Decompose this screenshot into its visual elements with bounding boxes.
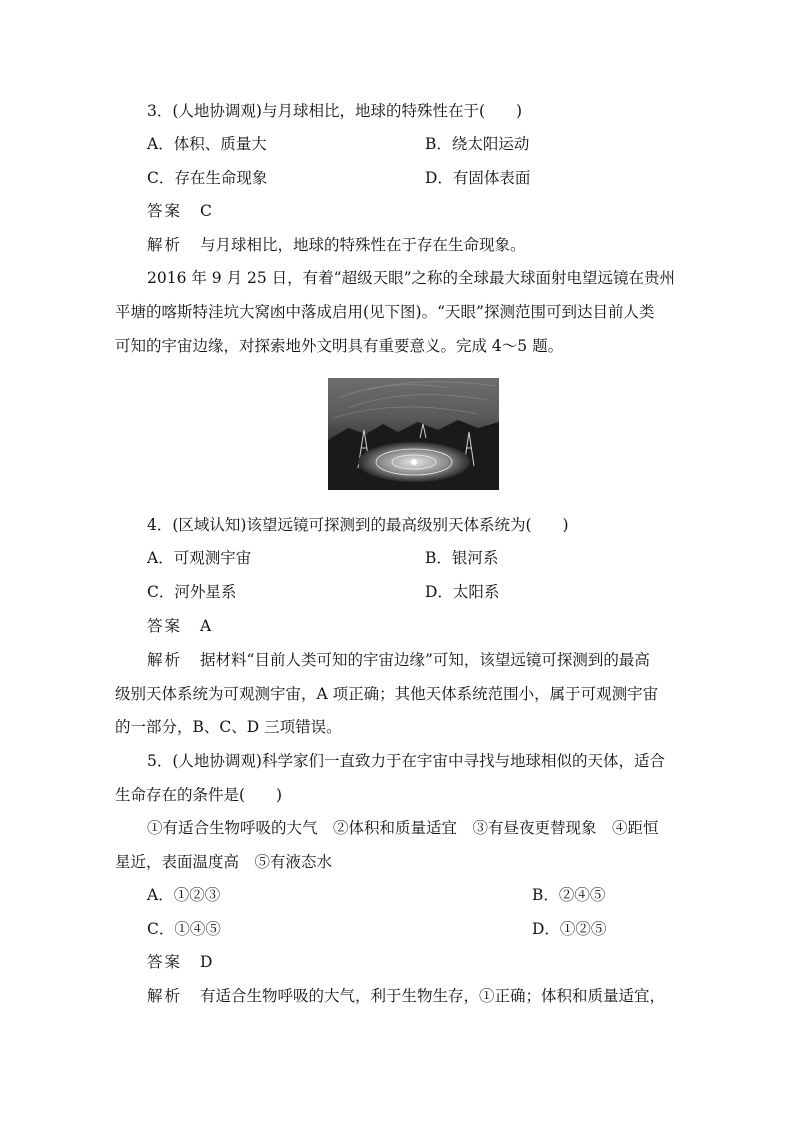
q5-option-a: A．①②③: [147, 886, 221, 904]
q5-answer: D: [200, 953, 213, 971]
q5-option-d: D．①②⑤: [532, 920, 607, 938]
q5-analysis-row: [147, 986, 665, 1006]
q4-answer: A: [200, 617, 212, 635]
q3-option-b: B．绕太阳运动: [425, 135, 530, 153]
q4-answer-row: [147, 616, 211, 636]
q3-stem: 3．(人地协调观)与月球相比，地球的特殊性在于( ): [147, 102, 523, 120]
q4-analysis-line-3: 的一部分，B、C、D 三项错误。: [115, 718, 342, 736]
q5-analysis: 有适合生物呼吸的大气，利于生物生存，①正确；体积和质量适宜，: [200, 987, 666, 1005]
q5-stem-line-1: 5．(人地协调观)科学家们一直致力于在宇宙中寻找与地球相似的天体，适合: [147, 752, 665, 770]
analysis-label: 解析: [147, 236, 183, 254]
q3-answer-row: [147, 201, 212, 221]
q5-option-c: C．①④⑤: [147, 920, 221, 938]
answer-label: 答案: [147, 953, 183, 971]
passage-line-1: 2016 年 9 月 25 日，有着“超级天眼”之称的全球最大球面射电望远镜在贵州: [147, 269, 676, 287]
passage-line-3: 可知的宇宙边缘，对探索地外文明具有重要意义。完成 4～5 题。: [115, 337, 564, 355]
q5-answer-row: [147, 952, 212, 972]
telescope-photo: [328, 378, 499, 490]
q4-option-d: D．太阳系: [425, 583, 500, 601]
q4-analysis-row: [147, 650, 650, 670]
answer-label: 答案: [147, 202, 183, 220]
q3-option-d: D．有固体表面: [425, 169, 531, 187]
q3-analysis: 与月球相比，地球的特殊性在于存在生命现象。: [200, 236, 526, 254]
q5-conditions-line-1: ①有适合生物呼吸的大气 ②体积和质量适宜 ③有昼夜更替现象 ④距恒: [147, 819, 659, 837]
q5-option-b: B．②④⑤: [532, 886, 606, 904]
q4-option-c: C．河外星系: [147, 583, 237, 601]
q4-option-a: A．可观测宇宙: [147, 549, 252, 567]
q4-stem: 4．(区域认知)该望远镜可探测到的最高级别天体系统为( ): [147, 516, 569, 534]
q3-option-c: C．存在生命现象: [147, 169, 268, 187]
analysis-label: 解析: [147, 651, 183, 669]
answer-label: 答案: [147, 617, 183, 635]
q3-answer: C: [200, 202, 212, 220]
q5-conditions-line-2: 星近，表面温度高 ⑤有液态水: [115, 853, 333, 871]
q4-option-b: B．银河系: [425, 549, 499, 567]
q5-stem-line-2: 生命存在的条件是( ): [115, 786, 283, 804]
passage-line-2: 平塘的喀斯特洼坑大窝凼中落成启用(见下图)。“天眼”探测范围可到达目前人类: [115, 303, 655, 321]
q4-analysis-line-2: 级别天体系统为可观测宇宙，A 项正确；其他天体系统范围小，属于可观测宇宙: [115, 685, 659, 703]
analysis-label: 解析: [147, 987, 183, 1005]
q3-analysis-row: [147, 235, 526, 255]
q4-analysis-line-1: 据材料“目前人类可知的宇宙边缘”可知，该望远镜可探测到的最高: [200, 651, 650, 669]
q3-option-a: A．体积、质量大: [147, 135, 267, 153]
